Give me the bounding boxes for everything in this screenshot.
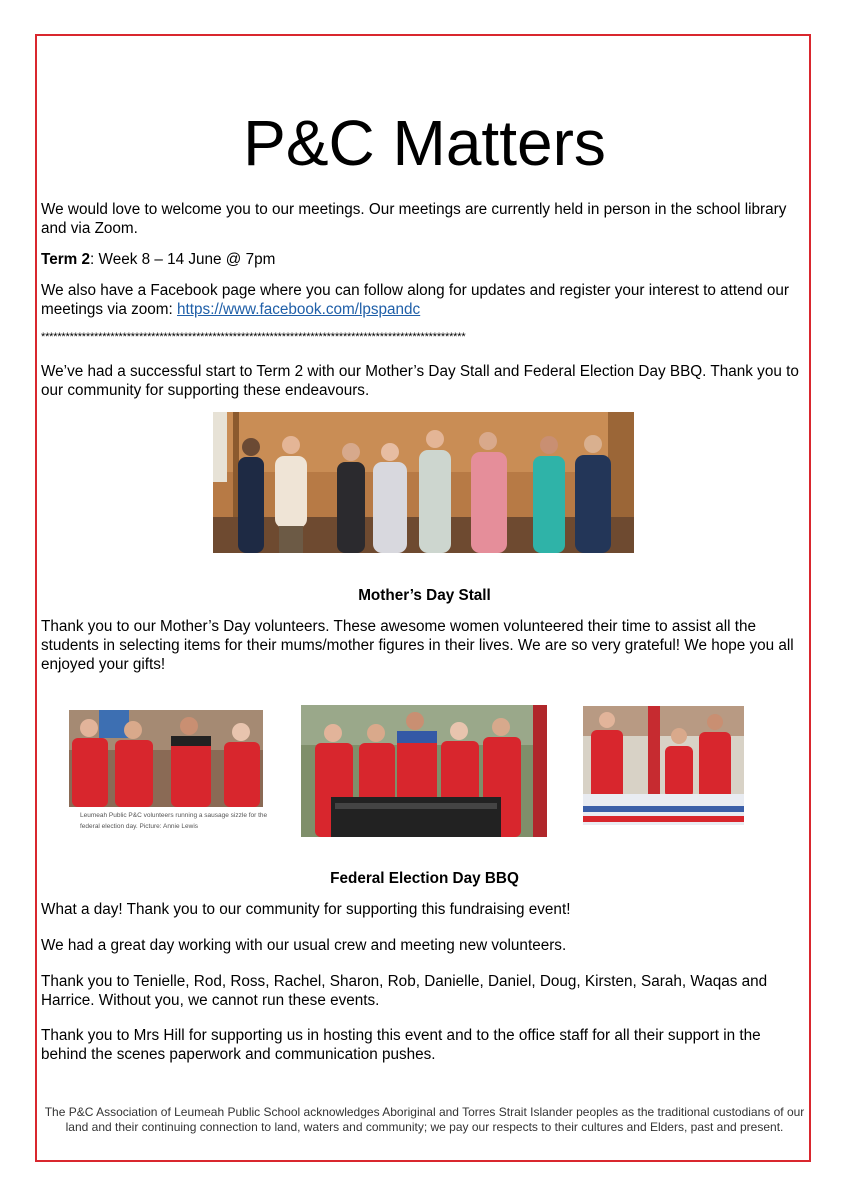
term-value: : Week 8 – 14 June @ 7pm — [90, 251, 276, 268]
bbq-photo-3 — [583, 706, 744, 825]
mothers-day-paragraph: Thank you to our Mother’s Day volunteers. These awesome women volunteered their time to assist all the students in selecting items for their mums/mother figures in their lives. We are so very grateful! We hope you all enjoyed your gifts! — [41, 618, 794, 673]
facebook-link[interactable]: https://www.facebook.com/lpspandc — [177, 301, 421, 318]
election-paragraph-2: We had a great day working with our usual crew and meeting new volunteers. — [41, 937, 567, 954]
bbq-photo-caption: Leumeah Public P&C volunteers running a sausage sizzle for the federal election day. Picture: Annie Lewis — [80, 812, 268, 830]
bbq-photo-2 — [301, 705, 547, 837]
summary-paragraph: We’ve had a successful start to Term 2 with our Mother’s Day Stall and Federal Election Day BBQ. Thank you to our community for supporting these endeavours. — [41, 363, 799, 399]
election-paragraph-4: Thank you to Mrs Hill for supporting us in hosting this event and to the office staff for all their support in the behind the scenes paperwork and communication pushes. — [41, 1027, 761, 1063]
bbq-photo-1 — [69, 710, 263, 807]
term-paragraph — [41, 250, 806, 269]
election-heading: Federal Election Day BBQ — [330, 870, 519, 887]
facebook-text: We also have a Facebook page where you can follow along for updates and register your interest to attend our meetings via zoom: — [41, 282, 790, 318]
term-label: Term 2 — [41, 251, 91, 268]
page-title: P&C Matters — [243, 107, 606, 179]
intro-paragraph: We would love to welcome you to our meetings. Our meetings are currently held in person in the school library and via Zoom. — [41, 201, 787, 237]
footer-acknowledgement: The P&C Association of Leumeah Public School acknowledges Aboriginal and Torres Strait Islander peoples as the traditional custodians of our land and their continuing connection to land, waters and community; we pay our respects to their cultures and Elders, past and present. — [44, 1105, 805, 1134]
election-paragraph-3: Thank you to Tenielle, Rod, Ross, Rachel, Sharon, Rob, Danielle, Daniel, Doug, Kirsten, Sarah, Waqas and Harrice. Without you, we cannot run these events. — [41, 973, 768, 1009]
separator: ******************************************************************************************************** — [41, 331, 466, 343]
mothers-day-heading: Mother’s Day Stall — [358, 587, 491, 604]
election-paragraph-1: What a day! Thank you to our community for supporting this fundraising event! — [41, 901, 571, 918]
mothers-day-group-photo — [213, 412, 634, 553]
facebook-paragraph — [41, 281, 806, 319]
